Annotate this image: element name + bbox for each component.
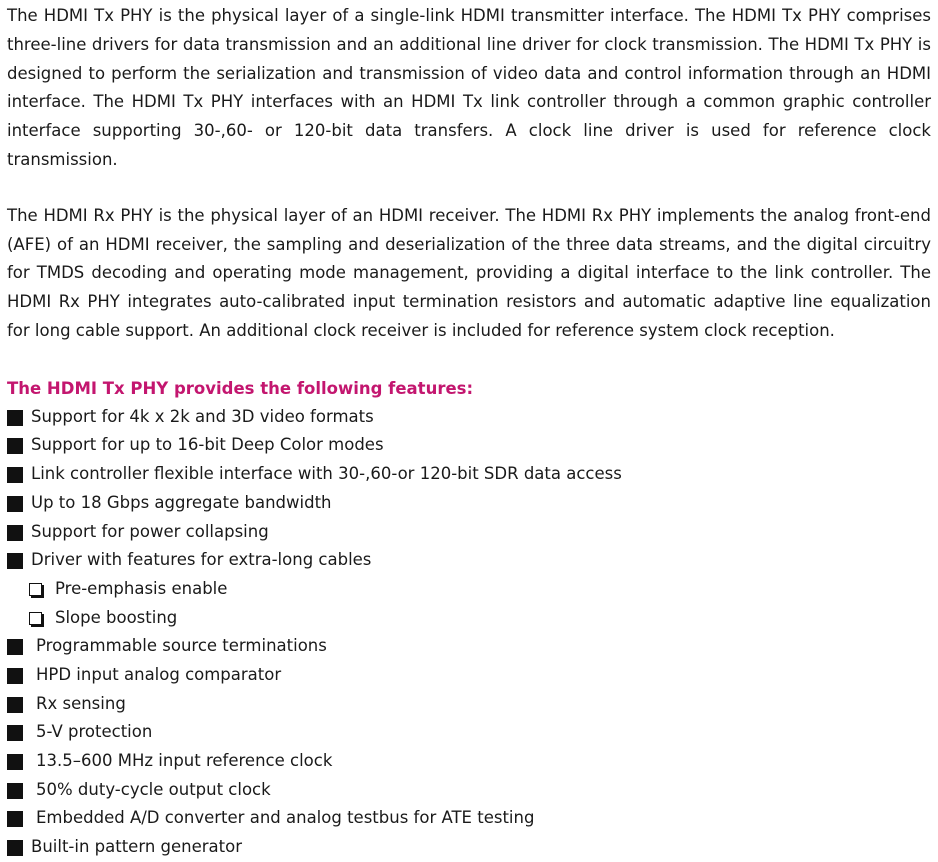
feature-text: Slope boosting: [55, 607, 178, 627]
feature-item: [7, 632, 931, 661]
feature-text: Programmable source terminations: [36, 636, 327, 656]
feature-text: Embedded A/D converter and analog testbus for ATE testing: [36, 808, 535, 828]
feature-item: [7, 518, 931, 547]
filled-square-bullet-icon: [7, 438, 23, 454]
paragraph-rx-phy: The HDMI Rx PHY is the physical layer of an HDMI receiver. The HDMI Rx PHY implements the analog front-end (AFE) of an HDMI receiver, the sampling and deserialization of the three data streams, and the digital circuitry for TMDS decoding and operating mode management, providing a digital interface to the link controller. The HDMI Rx PHY integrates auto-calibrated input termination resistors and automatic adaptive line equalization for long cable support. An additional clock receiver is included for reference system clock reception.: [7, 205, 931, 340]
feature-text: Built-in pattern generator: [31, 837, 243, 857]
feature-item: [7, 431, 931, 460]
filled-square-bullet-icon: [7, 553, 23, 569]
feature-text: Support for up to 16-bit Deep Color modes: [31, 435, 384, 455]
feature-list: [7, 403, 931, 862]
filled-square-bullet-icon: [7, 811, 23, 827]
filled-square-bullet-icon: [7, 467, 23, 483]
feature-text: Rx sensing: [36, 693, 126, 713]
filled-square-bullet-icon: [7, 496, 23, 512]
feature-item: [7, 546, 931, 575]
feature-text: Support for 4k x 2k and 3D video formats: [31, 406, 374, 426]
feature-item: [7, 690, 931, 719]
feature-item: [7, 747, 931, 776]
feature-text: Driver with features for extra-long cables: [31, 550, 372, 570]
feature-item: [7, 489, 931, 518]
feature-text: HPD input analog comparator: [36, 664, 282, 684]
feature-item: [7, 460, 931, 489]
paragraph-tx-phy: The HDMI Tx PHY is the physical layer of a single-link HDMI transmitter interface. The HDMI Tx PHY comprises three-line drivers for data transmission and an additional line driver for clock transmission. The HDMI Tx PHY is designed to perform the serialization and transmission of video data and control information through an HDMI interface. The HDMI Tx PHY interfaces with an HDMI Tx link controller through a common graphic controller interface supporting 30-,60- or 120-bit data transfers. A clock line driver is used for reference clock transmission.: [7, 6, 931, 169]
filled-square-bullet-icon: [7, 754, 23, 770]
feature-sub-item: [7, 604, 931, 633]
feature-text: Up to 18 Gbps aggregate bandwidth: [31, 492, 332, 512]
feature-item: [7, 661, 931, 690]
filled-square-bullet-icon: [7, 697, 23, 713]
filled-square-bullet-icon: [7, 410, 23, 426]
feature-text: 5-V protection: [36, 722, 153, 742]
hollow-square-bullet-icon: [29, 612, 42, 625]
feature-item: [7, 403, 931, 432]
feature-text: 13.5–600 MHz input reference clock: [36, 751, 333, 771]
features-heading: The HDMI Tx PHY provides the following features:: [7, 378, 474, 398]
feature-item: [7, 804, 931, 833]
hollow-square-bullet-icon: [29, 583, 42, 596]
feature-text: Support for power collapsing: [31, 521, 269, 541]
filled-square-bullet-icon: [7, 639, 23, 655]
filled-square-bullet-icon: [7, 783, 23, 799]
filled-square-bullet-icon: [7, 840, 23, 856]
feature-text: Link controller flexible interface with 30-,60-or 120-bit SDR data access: [31, 464, 622, 484]
filled-square-bullet-icon: [7, 725, 23, 741]
feature-item: [7, 776, 931, 805]
feature-item: [7, 833, 931, 862]
filled-square-bullet-icon: [7, 525, 23, 541]
feature-item: [7, 718, 931, 747]
feature-text: Pre-emphasis enable: [55, 578, 228, 598]
filled-square-bullet-icon: [7, 668, 23, 684]
feature-sub-item: [7, 575, 931, 604]
feature-text: 50% duty-cycle output clock: [36, 779, 271, 799]
